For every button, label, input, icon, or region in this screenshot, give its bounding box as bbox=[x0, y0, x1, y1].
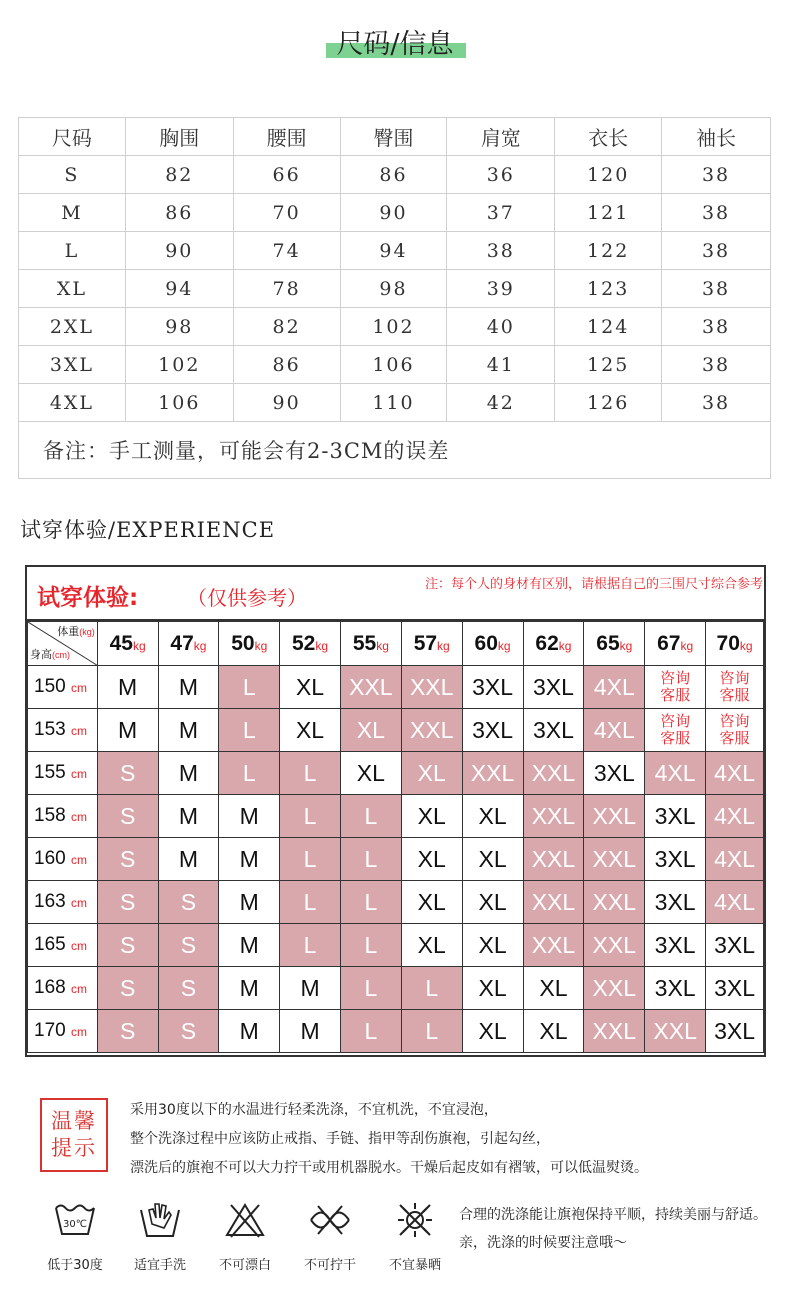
size-recommendation-cell: M bbox=[219, 1010, 280, 1053]
table-cell: 37 bbox=[447, 194, 555, 232]
weight-header: 62kg bbox=[523, 622, 584, 666]
size-recommendation-cell: 咨询 客服 bbox=[645, 709, 706, 752]
size-recommendation-cell: 3XL bbox=[645, 967, 706, 1010]
table-row bbox=[19, 156, 771, 194]
size-recommendation-cell: 4XL bbox=[584, 666, 645, 709]
table-cell: 125 bbox=[555, 346, 662, 384]
size-recommendation-cell: 4XL bbox=[645, 752, 706, 795]
table-row bbox=[28, 1010, 764, 1053]
size-recommendation-cell: XXL bbox=[645, 1010, 706, 1053]
table-row bbox=[28, 795, 764, 838]
size-recommendation-cell: XL bbox=[462, 838, 523, 881]
size-recommendation-cell: XL bbox=[280, 709, 341, 752]
size-recommendation-cell: 3XL bbox=[706, 967, 764, 1010]
size-recommendation-cell: XL bbox=[523, 1010, 584, 1053]
size-recommendation-cell: XXL bbox=[584, 795, 645, 838]
table-cell: 86 bbox=[340, 156, 447, 194]
size-recommendation-cell: 3XL bbox=[706, 924, 764, 967]
height-header: 170 cm bbox=[28, 1010, 98, 1053]
weight-header: 67kg bbox=[645, 622, 706, 666]
header-shoulder: 肩宽 bbox=[447, 118, 555, 156]
header-size: 尺码 bbox=[19, 118, 126, 156]
table-cell: L bbox=[19, 232, 126, 270]
size-recommendation-cell: 4XL bbox=[706, 752, 764, 795]
table-cell: 40 bbox=[447, 308, 555, 346]
care-icon-item bbox=[290, 1200, 370, 1273]
size-recommendation-cell: L bbox=[219, 752, 280, 795]
warm-tip-label-1: 温馨 bbox=[51, 1109, 97, 1133]
size-recommendation-cell: XL bbox=[340, 752, 401, 795]
height-header: 155 cm bbox=[28, 752, 98, 795]
size-recommendation-cell: M bbox=[97, 709, 158, 752]
size-recommendation-cell: XXL bbox=[584, 924, 645, 967]
weight-header: 65kg bbox=[584, 622, 645, 666]
size-recommendation-cell: 咨询 客服 bbox=[645, 666, 706, 709]
table-row bbox=[28, 881, 764, 924]
table-cell: 90 bbox=[340, 194, 447, 232]
warm-tip-badge bbox=[40, 1098, 108, 1172]
table-cell: 2XL bbox=[19, 308, 126, 346]
care-icon-item bbox=[35, 1200, 115, 1273]
size-recommendation-cell: XL bbox=[462, 967, 523, 1010]
no-sun-icon bbox=[393, 1200, 437, 1240]
experience-grid bbox=[27, 621, 764, 1053]
table-cell: 110 bbox=[340, 384, 447, 422]
experience-chart bbox=[25, 565, 766, 1057]
size-recommendation-cell: XL bbox=[280, 666, 341, 709]
table-cell: 4XL bbox=[19, 384, 126, 422]
table-cell: 38 bbox=[662, 384, 771, 422]
table-cell: 123 bbox=[555, 270, 662, 308]
experience-note: 注：每个人的身材有区别，请根据自己的三围尺寸综合参考 bbox=[425, 577, 764, 592]
size-recommendation-cell: S bbox=[158, 881, 219, 924]
size-recommendation-cell: M bbox=[219, 881, 280, 924]
size-recommendation-cell: M bbox=[158, 838, 219, 881]
size-recommendation-cell: S bbox=[97, 838, 158, 881]
size-recommendation-cell: XXL bbox=[523, 838, 584, 881]
care-icon-label: 不宜暴晒 bbox=[388, 1258, 441, 1273]
weight-header-row bbox=[28, 622, 764, 666]
table-cell: M bbox=[19, 194, 126, 232]
weight-header: 50kg bbox=[219, 622, 280, 666]
table-cell: 124 bbox=[555, 308, 662, 346]
size-recommendation-cell: XL bbox=[523, 967, 584, 1010]
size-recommendation-cell: XXL bbox=[523, 924, 584, 967]
weight-header: 70kg bbox=[706, 622, 764, 666]
table-cell: 82 bbox=[125, 156, 233, 194]
warm-tip-label-2: 提示 bbox=[51, 1136, 97, 1160]
size-recommendation-cell: XXL bbox=[584, 838, 645, 881]
size-recommendation-cell: L bbox=[219, 709, 280, 752]
height-header: 168 cm bbox=[28, 967, 98, 1010]
size-recommendation-cell: M bbox=[97, 666, 158, 709]
table-cell: 90 bbox=[233, 384, 340, 422]
care-icon-label: 不可漂白 bbox=[218, 1258, 271, 1273]
size-recommendation-cell: L bbox=[340, 967, 401, 1010]
table-row bbox=[19, 346, 771, 384]
table-cell: 66 bbox=[233, 156, 340, 194]
size-recommendation-cell: 咨询 客服 bbox=[706, 709, 764, 752]
size-recommendation-cell: L bbox=[280, 881, 341, 924]
size-recommendation-cell: M bbox=[280, 1010, 341, 1053]
table-cell: 90 bbox=[125, 232, 233, 270]
care-icon-label: 低于30度 bbox=[47, 1258, 103, 1273]
size-recommendation-cell: M bbox=[219, 924, 280, 967]
table-cell: XL bbox=[19, 270, 126, 308]
size-recommendation-cell: 3XL bbox=[462, 709, 523, 752]
size-recommendation-cell: S bbox=[97, 752, 158, 795]
weight-header: 57kg bbox=[401, 622, 462, 666]
corner-weight-label: 体重(kg) bbox=[57, 626, 95, 638]
size-recommendation-cell: S bbox=[97, 881, 158, 924]
weight-header: 60kg bbox=[462, 622, 523, 666]
care-icon-label: 适宜手洗 bbox=[133, 1258, 186, 1273]
wash-30-icon bbox=[53, 1200, 97, 1240]
care-icon-item bbox=[375, 1200, 455, 1273]
size-recommendation-cell: S bbox=[158, 1010, 219, 1053]
size-recommendation-cell: M bbox=[219, 967, 280, 1010]
size-recommendation-cell: XL bbox=[401, 838, 462, 881]
size-recommendation-cell: 4XL bbox=[706, 795, 764, 838]
table-cell: 38 bbox=[662, 270, 771, 308]
table-cell: 74 bbox=[233, 232, 340, 270]
size-recommendation-cell: 4XL bbox=[706, 838, 764, 881]
experience-header bbox=[27, 567, 764, 621]
no-wring-icon bbox=[308, 1200, 352, 1240]
table-cell: 36 bbox=[447, 156, 555, 194]
page-title bbox=[330, 22, 459, 61]
size-recommendation-cell: M bbox=[158, 752, 219, 795]
size-recommendation-cell: L bbox=[219, 666, 280, 709]
size-recommendation-cell: M bbox=[158, 709, 219, 752]
table-row bbox=[28, 709, 764, 752]
size-recommendation-cell: XXL bbox=[523, 795, 584, 838]
care-instructions bbox=[130, 1096, 648, 1183]
table-row bbox=[19, 232, 771, 270]
size-recommendation-cell: XXL bbox=[523, 881, 584, 924]
size-recommendation-cell: XL bbox=[462, 881, 523, 924]
table-cell: 42 bbox=[447, 384, 555, 422]
size-recommendation-cell: 3XL bbox=[523, 709, 584, 752]
table-row bbox=[28, 924, 764, 967]
size-recommendation-cell: L bbox=[280, 752, 341, 795]
size-recommendation-cell: XXL bbox=[401, 666, 462, 709]
care-line: 漂洗后的旗袍不可以大力拧干或用机器脱水。干燥后起皮如有褶皱，可以低温熨烫。 bbox=[130, 1160, 648, 1176]
size-recommendation-cell: 3XL bbox=[523, 666, 584, 709]
size-recommendation-cell: S bbox=[97, 967, 158, 1010]
weight-header: 47kg bbox=[158, 622, 219, 666]
table-cell: 122 bbox=[555, 232, 662, 270]
size-recommendation-cell: M bbox=[219, 838, 280, 881]
table-cell: 102 bbox=[340, 308, 447, 346]
table-cell: 39 bbox=[447, 270, 555, 308]
experience-section-title: 试穿体验/EXPERIENCE bbox=[20, 518, 276, 542]
size-recommendation-cell: 3XL bbox=[645, 924, 706, 967]
header-hip: 臀围 bbox=[340, 118, 447, 156]
size-recommendation-cell: XXL bbox=[584, 881, 645, 924]
size-recommendation-cell: S bbox=[158, 967, 219, 1010]
table-cell: 98 bbox=[340, 270, 447, 308]
table-row bbox=[19, 384, 771, 422]
size-note-row bbox=[19, 422, 771, 479]
table-row bbox=[28, 666, 764, 709]
size-recommendation-cell: 3XL bbox=[645, 795, 706, 838]
page-title-text: 尺码/信息 bbox=[336, 29, 454, 60]
size-recommendation-cell: M bbox=[158, 666, 219, 709]
table-row bbox=[19, 270, 771, 308]
size-recommendation-cell: XXL bbox=[340, 666, 401, 709]
height-header: 165 cm bbox=[28, 924, 98, 967]
table-row bbox=[19, 308, 771, 346]
table-cell: 3XL bbox=[19, 346, 126, 384]
experience-subheading: （仅供参考） bbox=[187, 586, 307, 610]
size-recommendation-cell: M bbox=[280, 967, 341, 1010]
table-cell: 41 bbox=[447, 346, 555, 384]
size-table bbox=[18, 117, 771, 479]
size-recommendation-cell: XL bbox=[340, 709, 401, 752]
table-cell: 38 bbox=[662, 194, 771, 232]
table-cell: 126 bbox=[555, 384, 662, 422]
page-title-wrap bbox=[0, 22, 790, 61]
size-recommendation-cell: XL bbox=[401, 881, 462, 924]
size-recommendation-cell: XL bbox=[462, 795, 523, 838]
table-cell: 94 bbox=[125, 270, 233, 308]
no-bleach-icon bbox=[223, 1200, 267, 1240]
weight-header: 45kg bbox=[97, 622, 158, 666]
header-sleeve: 袖长 bbox=[662, 118, 771, 156]
size-recommendation-cell: XXL bbox=[401, 709, 462, 752]
size-recommendation-cell: L bbox=[280, 838, 341, 881]
size-recommendation-cell: 3XL bbox=[462, 666, 523, 709]
care-icon-item bbox=[120, 1200, 200, 1273]
size-recommendation-cell: M bbox=[158, 795, 219, 838]
wash-temp: 30℃ bbox=[63, 1219, 87, 1230]
table-cell: 78 bbox=[233, 270, 340, 308]
size-recommendation-cell: L bbox=[280, 795, 341, 838]
experience-heading: 试穿体验: bbox=[37, 585, 139, 611]
size-recommendation-cell: XL bbox=[401, 924, 462, 967]
size-recommendation-cell: XXL bbox=[462, 752, 523, 795]
size-recommendation-cell: L bbox=[340, 795, 401, 838]
height-header: 163 cm bbox=[28, 881, 98, 924]
table-cell: 102 bbox=[125, 346, 233, 384]
table-cell: 86 bbox=[233, 346, 340, 384]
size-recommendation-cell: 3XL bbox=[584, 752, 645, 795]
care-icon-label: 不可拧干 bbox=[303, 1258, 356, 1273]
table-cell: 38 bbox=[662, 308, 771, 346]
size-recommendation-cell: 咨询 客服 bbox=[706, 666, 764, 709]
table-row bbox=[19, 194, 771, 232]
size-recommendation-cell: L bbox=[340, 838, 401, 881]
size-recommendation-cell: 3XL bbox=[645, 838, 706, 881]
height-header: 150 cm bbox=[28, 666, 98, 709]
corner-height-label: 身高(cm) bbox=[30, 649, 70, 661]
table-cell: 106 bbox=[340, 346, 447, 384]
hand-wash-icon bbox=[138, 1200, 182, 1240]
header-length: 衣长 bbox=[555, 118, 662, 156]
table-cell: 70 bbox=[233, 194, 340, 232]
size-recommendation-cell: 4XL bbox=[706, 881, 764, 924]
table-cell: 106 bbox=[125, 384, 233, 422]
size-recommendation-cell: S bbox=[97, 795, 158, 838]
care-line: 整个洗涤过程中应该防止戒指、手链、指甲等刮伤旗袍，引起勾丝， bbox=[130, 1131, 550, 1147]
size-recommendation-cell: 3XL bbox=[645, 881, 706, 924]
header-chest: 胸围 bbox=[125, 118, 233, 156]
table-cell: 121 bbox=[555, 194, 662, 232]
weight-header: 55kg bbox=[340, 622, 401, 666]
care-line: 采用30度以下的水温进行轻柔洗涤，不宜机洗，不宜浸泡， bbox=[130, 1102, 498, 1118]
size-recommendation-cell: M bbox=[219, 795, 280, 838]
size-recommendation-cell: XL bbox=[462, 1010, 523, 1053]
table-cell: 38 bbox=[662, 156, 771, 194]
table-cell: 38 bbox=[662, 232, 771, 270]
size-recommendation-cell: S bbox=[158, 924, 219, 967]
care-icon-item bbox=[205, 1200, 285, 1273]
size-recommendation-cell: 3XL bbox=[706, 1010, 764, 1053]
table-row bbox=[28, 967, 764, 1010]
height-header: 158 cm bbox=[28, 795, 98, 838]
size-recommendation-cell: S bbox=[97, 1010, 158, 1053]
table-cell: 98 bbox=[125, 308, 233, 346]
height-header: 160 cm bbox=[28, 838, 98, 881]
height-header: 153 cm bbox=[28, 709, 98, 752]
size-recommendation-cell: XL bbox=[401, 752, 462, 795]
size-recommendation-cell: L bbox=[340, 924, 401, 967]
size-recommendation-cell: L bbox=[340, 881, 401, 924]
size-recommendation-cell: XL bbox=[401, 795, 462, 838]
table-cell: 86 bbox=[125, 194, 233, 232]
table-cell: 38 bbox=[662, 346, 771, 384]
size-recommendation-cell: XXL bbox=[584, 967, 645, 1010]
size-recommendation-cell: XXL bbox=[523, 752, 584, 795]
size-recommendation-cell: XXL bbox=[584, 1010, 645, 1053]
size-recommendation-cell: L bbox=[401, 967, 462, 1010]
care-icons bbox=[35, 1200, 455, 1280]
table-cell: 82 bbox=[233, 308, 340, 346]
table-row bbox=[28, 838, 764, 881]
table-row bbox=[28, 752, 764, 795]
table-cell: 38 bbox=[447, 232, 555, 270]
table-cell: S bbox=[19, 156, 126, 194]
size-note: 备注：手工测量，可能会有2-3CM的误差 bbox=[19, 422, 771, 479]
size-recommendation-cell: L bbox=[280, 924, 341, 967]
weight-header: 52kg bbox=[280, 622, 341, 666]
header-waist: 腰围 bbox=[233, 118, 340, 156]
size-table-header-row bbox=[19, 118, 771, 156]
grid-corner bbox=[28, 622, 98, 666]
size-recommendation-cell: S bbox=[97, 924, 158, 967]
size-recommendation-cell: 4XL bbox=[584, 709, 645, 752]
size-recommendation-cell: XL bbox=[462, 924, 523, 967]
table-cell: 120 bbox=[555, 156, 662, 194]
size-recommendation-cell: L bbox=[401, 1010, 462, 1053]
table-cell: 94 bbox=[340, 232, 447, 270]
care-closing-text: 合理的洗涤能让旗袍保持平顺，持续美丽与舒适。亲，洗涤的时候要注意哦～ bbox=[459, 1207, 767, 1251]
size-recommendation-cell: L bbox=[340, 1010, 401, 1053]
